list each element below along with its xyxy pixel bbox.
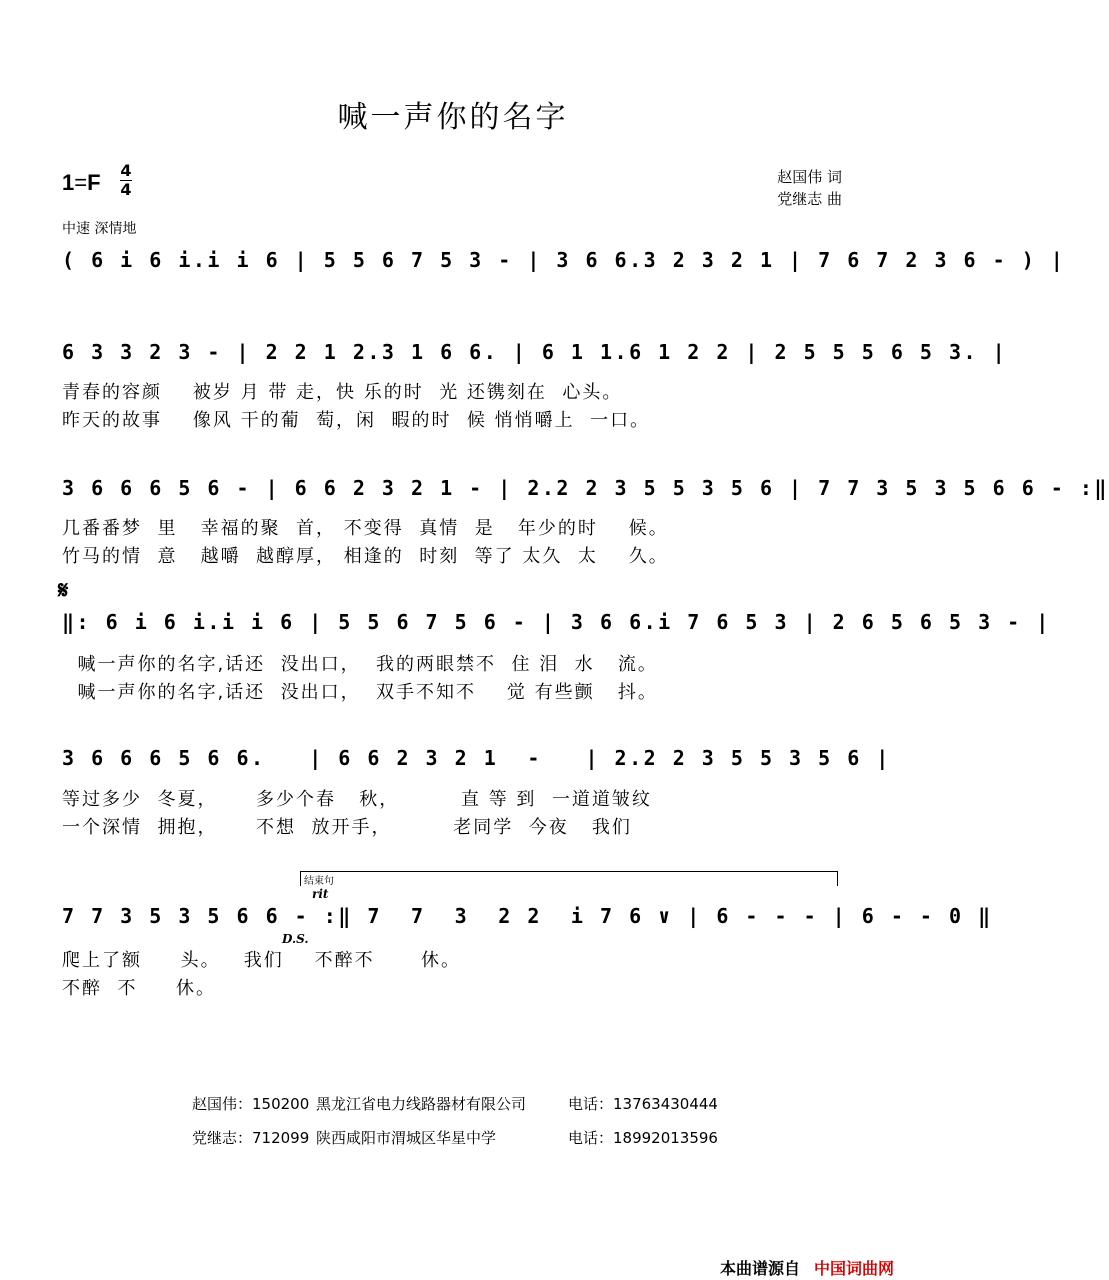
score-row-4: ‖: 6 i 6 i.i i 6 | 5 5 6 7 5 6 - | 3 6 6.i 7 6 5 3 | 2 6 5 6 5 3 - | [62,610,1051,634]
lyric-row-5-verse-1: 等过多少 冬夏， 多少个春 秋， 直 等 到 一道道皱纹 [62,789,652,810]
contact-lyricist [192,1093,718,1114]
contact-phone: 电话：13763430444 [568,1095,718,1113]
ritardando-marking: rit [312,887,329,901]
score-row-2: 6 3 3 2 3 - | 2 2 1 2.3 1 6 6. | 6 1 1.6 1 2 2 | 2 5 5 5 6 5 3. | [62,340,1008,364]
score-row-6: 7 7 3 5 3 5 6 6 - :‖ 7 7 3 2 2 i 7 6 ∨ | 6 - - - | 6 - - 0 ‖ [62,904,993,928]
source-label: 本曲谱源自 [719,1259,800,1278]
lyric-row-6-verse-2: 不醉 不 休。 [62,978,217,999]
key-tonic: F [87,170,101,195]
key-signature [62,170,101,196]
time-signature-bottom: 4 [120,180,132,199]
ending-label: 结束句 [304,876,334,887]
contact-phone: 电话：18992013596 [568,1129,718,1147]
lyric-row-5-verse-2: 一个深情 拥抱， 不想 放开手， 老同学 今夜 我们 [62,817,632,838]
time-signature-top: 4 [120,161,132,180]
score-row-1: ( 6 i 6 i.i i 6 | 5 5 6 7 5 3 - | 3 6 6.3 2 3 2 1 | 7 6 7 2 3 6 - ) | [62,248,1066,272]
contact-name-postcode: 赵国伟：150200 [192,1095,310,1113]
score-row-3: 3 6 6 6 5 6 - | 6 6 2 3 2 1 - | 2.2 2 3 5 5 3 5 6 | 7 7 3 5 3 5 6 6 - :‖ [62,476,1109,500]
page-title: 喊一声你的名字 [337,100,569,135]
score-row-5: 3 6 6 6 5 6 6. | 6 6 2 3 2 1 - | 2.2 2 3 5 5 3 5 6 | [62,746,891,770]
lyric-row-6-verse-1: 爬上了额 头。 我们 不醉不 休。 [62,950,461,971]
lyric-row-3-verse-2: 竹马的情 意 越嚼 越醇厚， 相逢的 时刻 等了 太久 太 久。 [62,546,669,567]
dal-segno-marking: D.S. [282,932,309,946]
contact-name-postcode: 党继志：712099 [192,1129,310,1147]
ending-bracket [300,871,838,886]
contact-address: 陕西咸阳市渭城区华星中学 [316,1129,497,1147]
lyric-row-2-verse-2: 昨天的故事 像风 干的葡 萄，闲 暇的时 候 悄悄嚼上 一口。 [62,410,651,431]
key-number: 1 [62,170,75,195]
segno-sign: 𝄋 [58,576,69,604]
tempo-marking: 中速 深情地 [62,221,137,237]
source-footer [720,1256,894,1279]
lyric-row-4-verse-1: 喊一声你的名字,话还 没出口， 我的两眼禁不 住 泪 水 流。 [62,654,658,675]
composer-credit: 党继志 曲 [777,190,842,208]
lyric-row-3-verse-1: 几番番梦 里 幸福的聚 首， 不变得 真情 是 年少的时 候。 [62,518,669,539]
lyric-row-2-verse-1: 青春的容颜 被岁 月 带 走，快 乐的时 光 还镌刻在 心头。 [62,382,623,403]
contact-composer [192,1127,718,1148]
lyric-row-4-verse-2: 喊一声你的名字,话还 没出口， 双手不知不 觉 有些颤 抖。 [62,682,658,703]
key-equals: = [74,170,88,195]
contact-address: 黑龙江省电力线路器材有限公司 [316,1095,527,1113]
lyricist-credit: 赵国伟 词 [777,168,842,186]
time-signature [120,162,132,199]
source-site-link[interactable]: 中国词曲网 [813,1259,894,1278]
